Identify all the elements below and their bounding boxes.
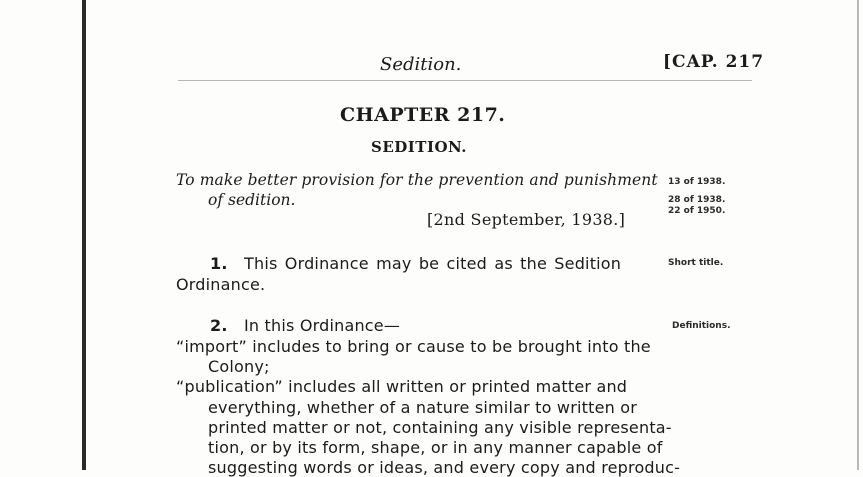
long-title-line-2: of sedition. [208,191,296,209]
definition-publication-line-1: “publication” includes all written or printed matter and [176,377,628,396]
margin-definitions: Definitions. [672,321,731,331]
section-1-text-line-2: Ordinance. [176,275,266,294]
chapter-title: CHAPTER 217. [340,104,506,126]
chapter-subtitle: SEDITION. [371,138,468,156]
definition-publication-line-5: suggesting words or ideas, and every copy and reproduc- [208,458,681,477]
margin-ref-1: 13 of 1938. [668,177,726,187]
definition-publication-line-4: tion, or by its form, shape, or in any manner capable of [208,438,663,457]
definition-publication-line-3: printed matter or not, containing any visible representa- [208,418,672,437]
page-edge-right [857,0,859,470]
margin-short-title: Short title. [668,258,724,268]
long-title-line-1: To make better provision for the prevention and punishment [176,171,658,189]
section-1-text-line-1: This Ordinance may be cited as the Sedition [244,254,622,273]
definition-publication-line-2: everything, whether of a nature similar to written or [208,398,638,417]
page-edge-left [82,0,86,470]
section-2-number: 2. [210,316,228,335]
header-rule [178,80,752,81]
running-title: Sedition. [380,54,462,75]
margin-ref-3: 22 of 1950. [668,206,726,216]
section-2-intro: In this Ordinance— [244,316,401,335]
section-1-number: 1. [210,254,228,273]
chapter-reference: [CAP. 217 [663,52,765,72]
margin-ref-2: 28 of 1938. [668,195,726,205]
definition-import-line-2: Colony; [208,357,270,376]
commencement-date: [2nd September, 1938.] [427,210,626,229]
definition-import-line-1: “import” includes to bring or cause to be brought into the [176,337,651,356]
